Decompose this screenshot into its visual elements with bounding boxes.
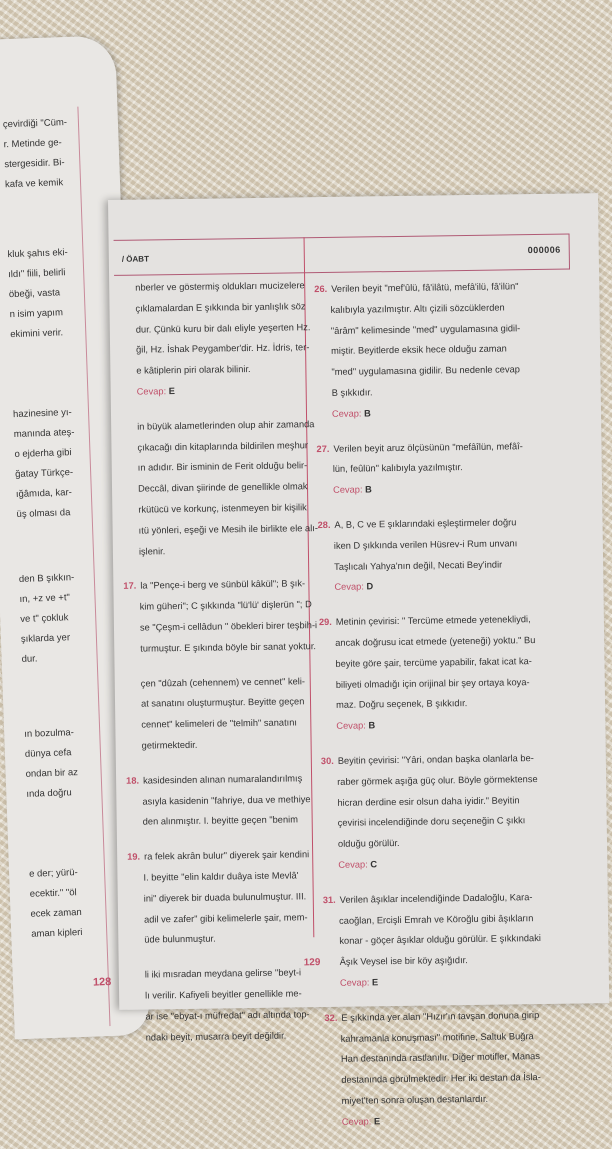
left-page-text-fragment: dünya cefa xyxy=(24,747,72,760)
explanation-line: Metinin çevirisi: " Tercüme etmede yetenekliydi, xyxy=(335,614,531,628)
answer-value: B xyxy=(363,408,371,419)
right-column xyxy=(314,276,581,1147)
left-page-text-fragment: ıldı" fiili, belirli xyxy=(8,267,66,281)
explanation-line: I. beyitte "elin kaldır duâya iste Mevlâ' xyxy=(143,870,299,883)
left-page-text-fragment: çevirdiği "Cüm- xyxy=(2,117,68,131)
question-number: 27. xyxy=(316,443,330,454)
left-page-text-fragment: den B şıkkın- xyxy=(18,572,75,585)
answer-label: Cevap: xyxy=(136,386,167,397)
explanation-line: asıyla kasidenin "fahriye, dua ve methiye xyxy=(142,793,311,807)
explanation-line: raber görmek aşığa güç olur. Böyle görmektense xyxy=(337,773,538,787)
left-page-text-fragment: e der; yürü- xyxy=(28,867,78,880)
left-page-text-fragment: ecek zaman xyxy=(30,906,82,920)
answer-value: E xyxy=(168,386,176,397)
question-number: 29. xyxy=(318,617,332,628)
answer-label: Cevap: xyxy=(334,581,364,593)
question-number: 19. xyxy=(127,851,141,862)
explanation-line: ğil, Hz. İshak Peygamber'dir. Hz. İdris, ter- xyxy=(136,342,310,356)
explanation-line: ıtü yönleri, eşeği ve Mesih ile birlikte ele alı- xyxy=(138,522,318,536)
left-page-text-fragment: öbeği, vasta xyxy=(8,287,61,301)
explanation-line: nberler ve göstermiş oldukları mucizelere xyxy=(135,280,305,293)
left-page-text-fragment: ğatay Türkçe- xyxy=(14,467,74,481)
explanation-line: kalıbıyla yazılmıştır. Altı çizili sözcüklerden xyxy=(330,302,505,315)
answer-label: Cevap: xyxy=(333,484,363,496)
explanation-line: se "Çeşm-i cellâdun " öbekleri birer teşbih-i xyxy=(139,620,318,633)
answer-item xyxy=(123,574,318,660)
explanation-line: Beyitin çevirisi: "Yâri, ondan başka olanlarla be- xyxy=(337,753,534,766)
left-page-text-fragment: ın bozulma- xyxy=(24,727,75,740)
left-page-text-fragment: stergesidir. Bi- xyxy=(4,157,65,171)
explanation-line: Verilen beyit "mef'ûlü, fâ'ilâtü, mefâ'ilü, fâ'ilün" xyxy=(331,281,519,294)
header-code: 000006 xyxy=(527,244,561,256)
explanation-line: Deccâl, divan şiirinde de genellikle olmak xyxy=(137,481,308,494)
question-number: 32. xyxy=(324,1012,338,1023)
explanation-line: biliyeti olmadığı için orijinal bir şey ortaya koya- xyxy=(335,676,530,690)
left-page-text-fragment: kafa ve kemik xyxy=(4,177,64,191)
explanation-line: ndaki beyit, musarra beyit değildir. xyxy=(145,1030,287,1043)
explanation-line: caoğlan, Ercişli Emrah ve Köroğlu gibi âşıkların xyxy=(339,912,534,926)
left-page-text-fragment: ecektir." "öl xyxy=(29,887,77,900)
explanation-line: konar - göçer âşıklar olduğu görülür. E şıkkındaki xyxy=(339,933,541,947)
answer-label: Cevap: xyxy=(341,1116,372,1127)
explanation-line: destanında görülmektedir. Her iki destan da İsla- xyxy=(341,1072,541,1085)
left-page-text-fragment: manında ateş- xyxy=(13,426,75,441)
answer-item xyxy=(129,962,312,1048)
explanation-line: miyet'ten sonra oluşan destanlardır. xyxy=(341,1093,489,1106)
left-page-margin-line xyxy=(77,107,110,1026)
question-number: 18. xyxy=(126,775,140,786)
answer-item xyxy=(324,1004,581,1132)
page-header xyxy=(114,234,570,276)
answer-item xyxy=(321,747,578,875)
explanation-line: çıklamalardan E şıkkında bir yanlışlık söz xyxy=(135,301,306,314)
explanation-line: miştir. Beyitlerde eksik hece olduğu zaman xyxy=(331,343,507,357)
explanation-line: ini" diyerek bir duada bulunulmuştur. III. xyxy=(143,891,307,904)
left-page-text-fragment: ığâmıda, kar- xyxy=(15,487,73,501)
answer-value: B xyxy=(365,484,372,495)
explanation-line: lün, feûlün" kalıbıyla yazılmıştır. xyxy=(332,462,463,475)
explanation-line: işlenir. xyxy=(138,545,166,557)
explanation-line: turmuştur. E şıkında böyle bir sanat yoktur. xyxy=(140,640,317,654)
answer-value: B xyxy=(368,720,376,731)
explanation-line: la "Pençe-i berg ve sünbül kâkül"; B şık- xyxy=(140,578,306,591)
answer-line xyxy=(320,713,575,737)
answer-label: Cevap: xyxy=(331,408,362,419)
question-number: 26. xyxy=(314,283,328,295)
explanation-line: olduğu görülür. xyxy=(337,838,400,849)
left-page-text-fragment: ondan bir az xyxy=(25,767,79,780)
explanation-line: üde bulunmuştur. xyxy=(144,933,216,945)
answer-line xyxy=(121,379,303,402)
left-page-text-fragment: üş olması da xyxy=(16,507,71,521)
left-page-text-fragment: ın, +z ve +t" xyxy=(19,592,71,605)
left-page-text-fragment: aman kipleri xyxy=(31,926,83,940)
explanation-line: ar ise "ebyat-ı müfredat" adı altında top- xyxy=(145,1008,310,1022)
answer-item xyxy=(319,609,576,737)
answer-line xyxy=(318,574,573,598)
answer-item xyxy=(125,671,308,757)
left-page-text-fragment: ve t" çokluk xyxy=(20,612,69,625)
middle-column xyxy=(119,275,318,1062)
explanation-line: e kâtiplerin piri olarak bilinir. xyxy=(136,364,251,376)
explanation-line: çıkacağı din kitaplarında bildirilen meşhur xyxy=(137,439,309,453)
answer-label: Cevap: xyxy=(336,720,366,732)
explanation-line: beyite göre şair, tercüme yapabilir, fakat icat ka- xyxy=(335,655,532,669)
right-page xyxy=(108,193,609,1127)
answer-value: E xyxy=(373,1115,381,1127)
explanation-line: B şıkkıdır. xyxy=(331,387,373,398)
explanation-line: "ârâm" kelimesinde "med" uygulamasına gidil- xyxy=(330,322,521,336)
explanation-line: maz. Doğru seçenek, B şıkkıdır. xyxy=(336,698,468,711)
answer-value: C xyxy=(370,859,378,870)
left-page-text-fragment: ekimini verir. xyxy=(10,327,64,341)
answer-item xyxy=(127,844,310,951)
explanation-line: in büyük alametlerinden olup ahir zamanda xyxy=(137,418,315,432)
answer-item xyxy=(317,512,573,599)
explanation-line: li iki mısradan meydana gelirse "beyt-i xyxy=(144,967,302,980)
answer-item xyxy=(119,275,311,402)
answer-value: E xyxy=(371,977,379,988)
explanation-line: lı verilir. Kafiyeli beyitler genellikle me- xyxy=(145,988,302,1001)
left-page-text-fragment: dur. xyxy=(21,653,38,665)
explanation-line: iken D şıkkında verilen Hüsrev-i Rum unvanı xyxy=(333,538,518,551)
left-page-text-fragment: n isim yapım xyxy=(9,307,64,321)
left-page-text-fragment: ında doğru xyxy=(26,787,72,800)
explanation-line: rkütücü ve korkunç, istenmeyen bir kişilik xyxy=(138,502,307,515)
explanation-line: ancak doğrusu icat etmede (yeteneği) yoktu." Bu xyxy=(335,635,536,648)
answer-line xyxy=(316,400,571,424)
question-number: 17. xyxy=(123,581,137,592)
explanation-line: "med" uygulamasına gidilir. Bu nedenle cevap xyxy=(331,364,521,378)
explanation-line: E şıkkında yer alan "Hızır'ın tavşan donuna girip xyxy=(341,1009,540,1023)
explanation-line: den alınmıştır. I. beyitte geçen "benim xyxy=(142,814,298,827)
answer-item xyxy=(121,414,318,562)
answer-item xyxy=(323,886,579,994)
left-page-number: 128 xyxy=(92,975,112,989)
explanation-line: çevirisi incelendiğinde doru seçeneğin C şıkkı xyxy=(337,815,526,829)
answer-line xyxy=(317,477,572,501)
explanation-line: adil ve zafer" gibi kelimelerle şair, mem- xyxy=(143,911,308,925)
explanation-line: Âşık Veysel ise bir köy aşığıdır. xyxy=(339,955,468,967)
answer-item xyxy=(314,276,571,425)
explanation-line: at sanatını oluşturmuştur. Beyitte geçen xyxy=(140,696,305,709)
explanation-line: çen "dûzah (cehennem) ve cennet" keli- xyxy=(140,675,306,689)
explanation-line: kasidesinden alınan numaralandırılmış xyxy=(142,773,303,786)
explanation-line: getirmektedir. xyxy=(141,739,198,751)
explanation-line: kim güheri"; C şıkkında "lü'lü' dişlerün "; D xyxy=(139,599,312,612)
header-title: / ÖABT xyxy=(121,254,149,264)
answer-value: D xyxy=(366,581,374,592)
explanation-line: hicran derdine esir olsun daha iyidir." Beyitin xyxy=(337,794,520,808)
answer-line xyxy=(322,851,577,875)
explanation-line: Taşlıcalı Yahya'nın değil, Necati Bey'indir xyxy=(334,559,503,572)
explanation-line: kahramanla konuşması" motifine, Saltuk Buğra xyxy=(340,1030,534,1044)
left-page-text-fragment: r. Metinde ge- xyxy=(3,137,62,151)
question-number: 28. xyxy=(317,519,331,531)
explanation-line: Han destanında rastlanılır. Diğer motifler, Manas xyxy=(340,1051,541,1065)
right-page-number: 129 xyxy=(303,957,321,969)
explanation-line: dur. Çünkü kuru bir dalı eliyle yeşerten Hz. xyxy=(135,321,311,335)
left-page-text-fragment: o ejderha gibi xyxy=(14,447,72,461)
answer-line xyxy=(326,1108,581,1132)
left-page-text-fragment: kluk şahıs eki- xyxy=(7,247,68,261)
answer-line xyxy=(324,969,579,993)
explanation-line: A, B, C ve E şıklarındaki eşleştirmeler doğru xyxy=(334,517,517,530)
explanation-line: cennet" kelimeleri de "telmih" sanatını xyxy=(141,717,298,730)
question-number: 30. xyxy=(320,755,334,767)
question-number: 31. xyxy=(322,894,336,905)
answer-item xyxy=(126,768,309,833)
answer-item xyxy=(316,435,572,501)
explanation-line: ra felek akrân bulur" diyerek şair kendini xyxy=(144,849,310,862)
left-page-text-fragment: hazinesine yı- xyxy=(12,407,72,421)
explanation-line: Verilen âşıklar incelendiğinde Dadaloğlu, Kara- xyxy=(339,891,533,905)
answer-label: Cevap: xyxy=(339,977,370,988)
explanation-line: Verilen beyit aruz ölçüsünün "mefâîlün, mefâî- xyxy=(333,440,523,454)
left-page-text-fragment: şıklarda yer xyxy=(20,632,71,645)
answer-label: Cevap: xyxy=(338,859,368,870)
explanation-line: ın adıdır. Bir isminin de Ferit olduğu belir- xyxy=(137,460,308,473)
